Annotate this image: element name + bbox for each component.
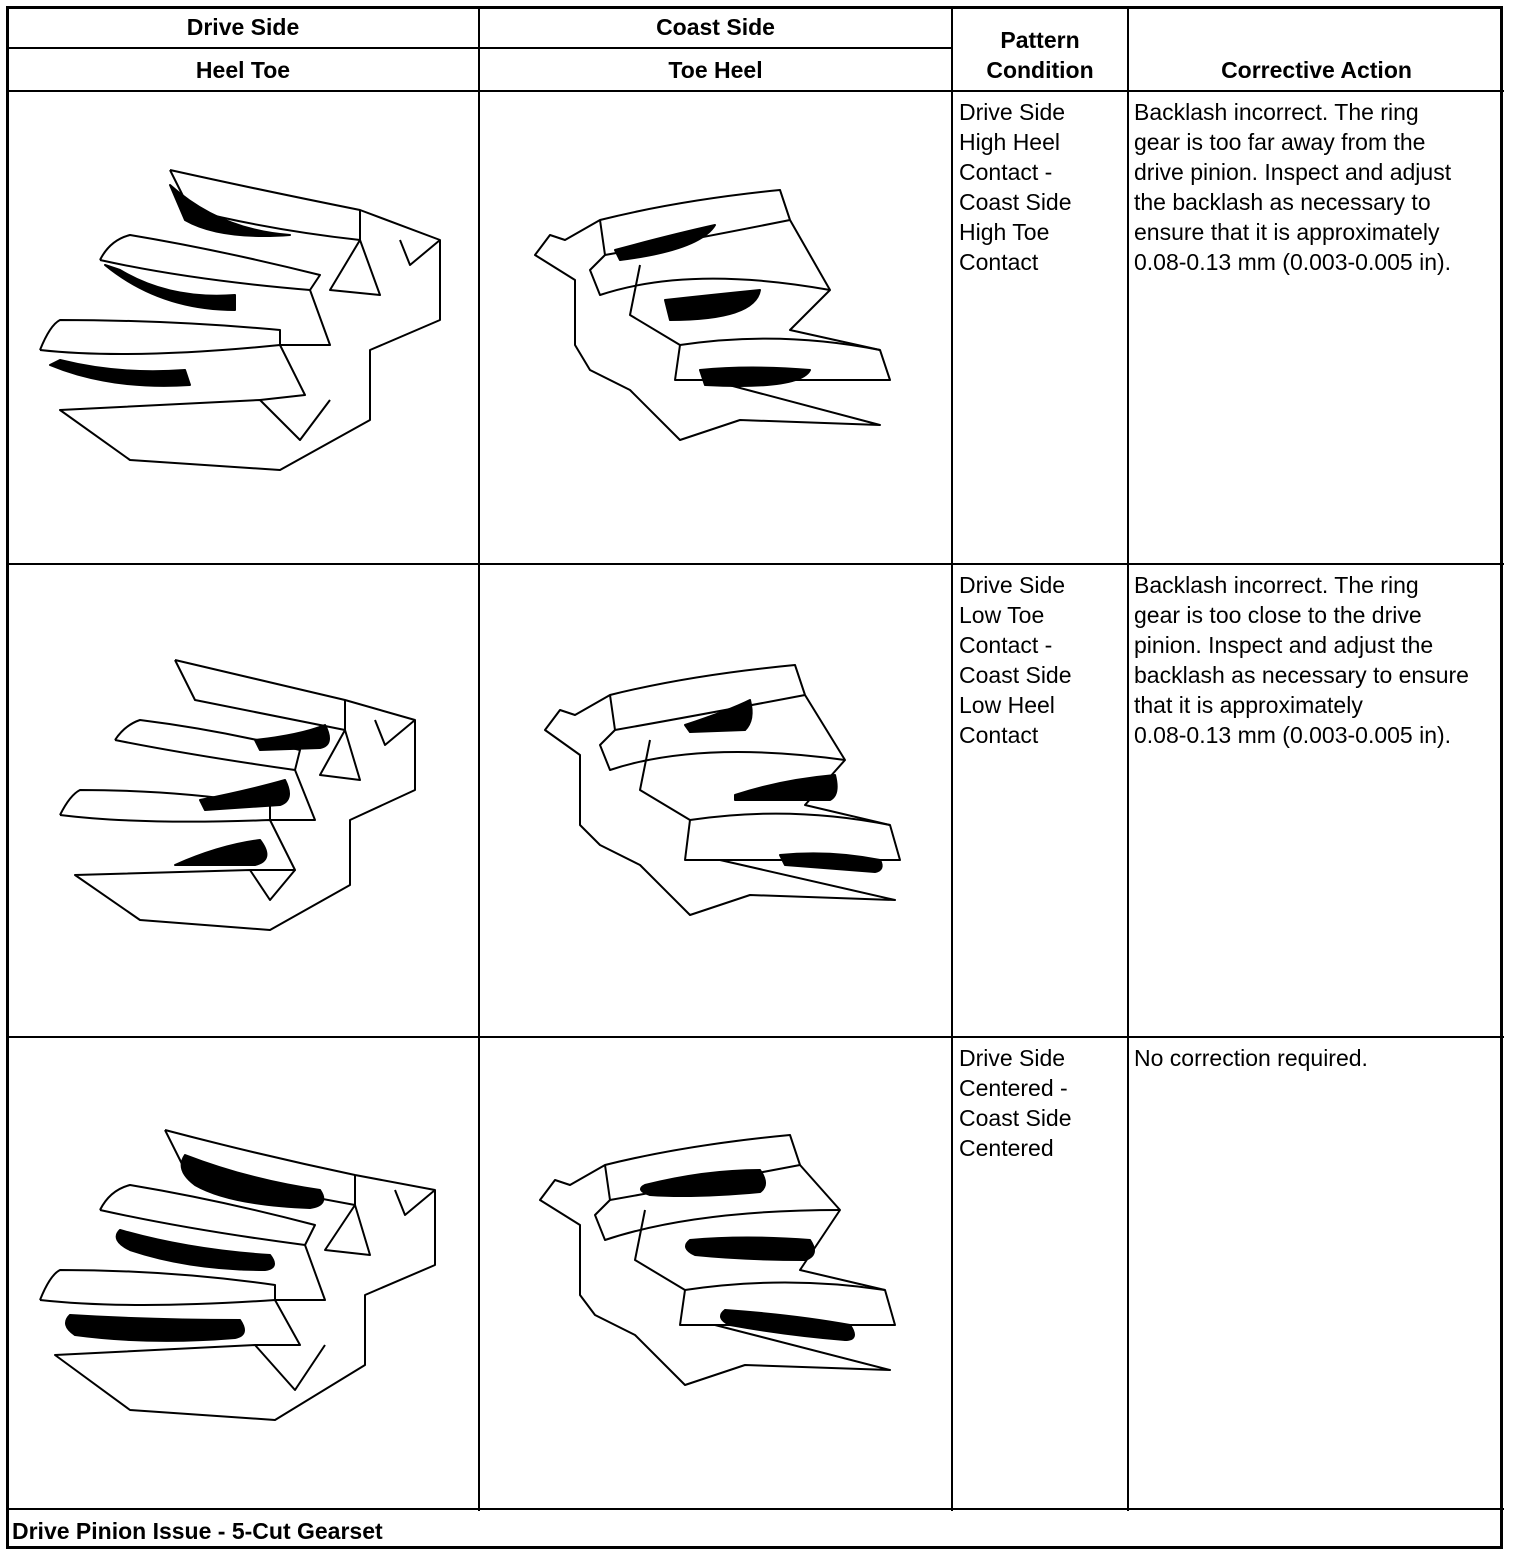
header-divider [8,90,1504,92]
row-divider [8,1036,1504,1038]
drive-side-gear-figure [20,1100,460,1430]
column-divider [478,8,480,1511]
pattern-condition-text: Drive Side High Heel Contact - Coast Side High Toe Contact [959,99,1072,275]
column-divider [1127,8,1129,1511]
column-divider [951,8,953,1511]
pattern-condition-text: Drive Side Low Toe Contact - Coast Side Low Heel Contact [959,572,1072,748]
header-toe-heel: Toe Heel [668,57,763,83]
header-pattern-condition: Pattern Condition [986,27,1094,83]
header-drive-side: Drive Side [186,14,300,40]
corrective-action-text: Backlash incorrect. The ring gear is too close to the drive pinion. Inspect and adjust the backlash as necessary to ensure that it is approximately 0.08-0.13 mm (0.003-0.005 in). [1134,572,1469,748]
coast-side-gear-figure [535,1130,905,1400]
header-corrective-action: Corrective Action [1221,57,1412,83]
footer-divider [8,1508,1504,1510]
drive-side-gear-figure [20,150,460,490]
header-heel-toe: Heel Toe [195,57,291,83]
table-caption: Drive Pinion Issue - 5-Cut Gearset [12,1518,383,1544]
header-coast-side: Coast Side [656,14,775,40]
subheader-divider [8,47,952,49]
coast-side-gear-figure [540,660,910,930]
corrective-action-text: No correction required. [1134,1045,1368,1071]
coast-side-gear-figure [530,180,900,450]
drive-side-gear-figure [40,640,440,940]
pattern-condition-text: Drive Side Centered - Coast Side Centered [959,1045,1072,1161]
row-divider [8,563,1504,565]
corrective-action-text: Backlash incorrect. The ring gear is too far away from the drive pinion. Inspect and adjust the backlash as necessary to ensure that it is approximately 0.08-0.13 mm (0.003-0.005 in). [1134,99,1452,275]
